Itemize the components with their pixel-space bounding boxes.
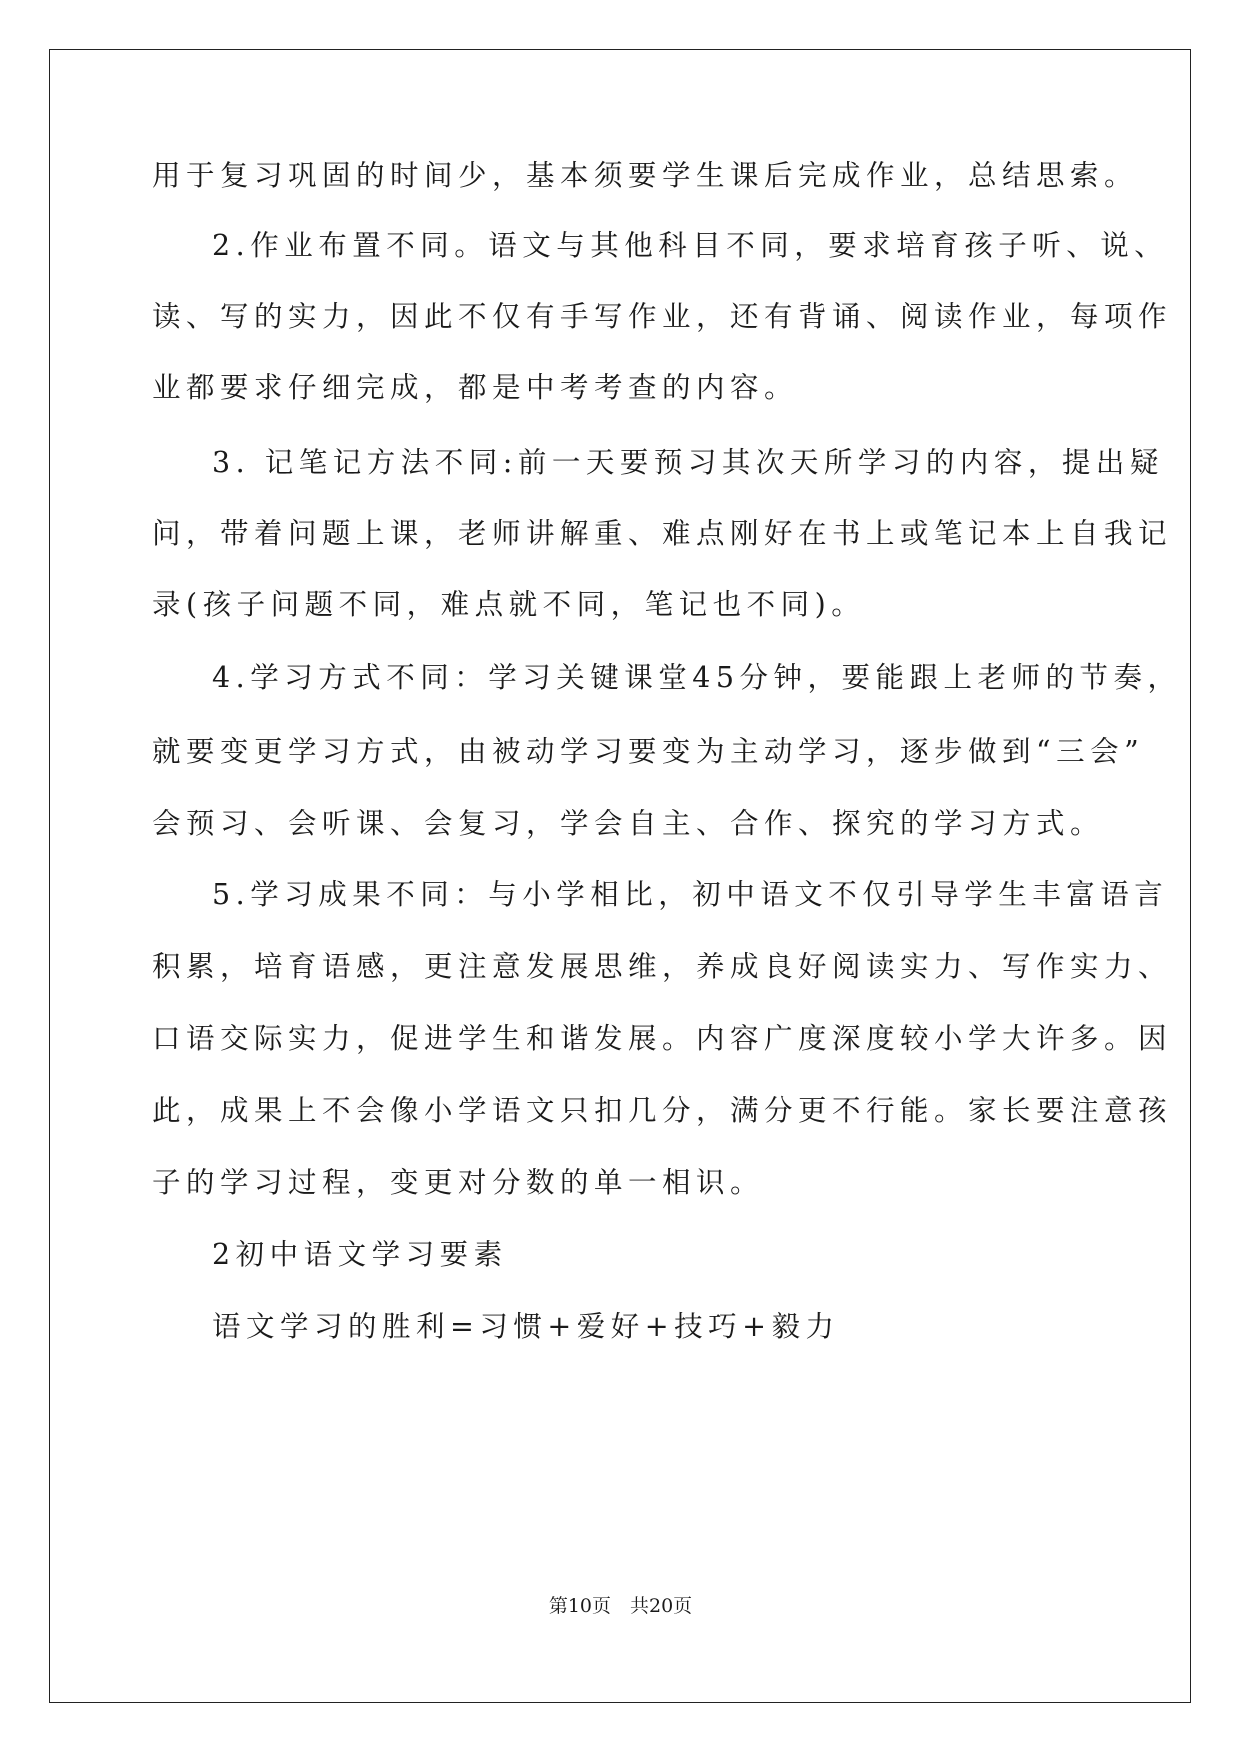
text-line: 子的学习过程，变更对分数的单一相识。 [152, 1166, 765, 1199]
text-line: 积累，培育语感，更注意发展思维，养成良好阅读实力、写作实力、 [152, 950, 1173, 983]
text-line: 3. 记笔记方法不同:前一天要预习其次天所学习的内容，提出疑 [212, 446, 1164, 479]
text-line: 语文学习的胜利=习惯+爱好+技巧+毅力 [212, 1310, 840, 1343]
text-line: 问，带着问题上课，老师讲解重、难点刚好在书上或笔记本上自我记 [152, 517, 1173, 550]
text-line: 业都要求仔细完成，都是中考考查的内容。 [152, 371, 799, 404]
text-line: 读、写的实力，因此不仅有手写作业，还有背诵、阅读作业，每项作 [152, 300, 1173, 333]
text-line: 此，成果上不会像小学语文只扣几分，满分更不行能。家长要注意孩 [152, 1094, 1173, 1127]
text-line: 会预习、会听课、会复习，学会自主、合作、探究的学习方式。 [152, 807, 1105, 840]
text-line: 口语交际实力，促进学生和谐发展。内容广度深度较小学大许多。因 [152, 1022, 1173, 1055]
text-line: 就要变更学习方式，由被动学习要变为主动学习，逐步做到“三会” [152, 735, 1145, 768]
text-line: 录(孩子问题不同，难点就不同，笔记也不同)。 [152, 588, 866, 621]
text-line: 2.作业布置不同。语文与其他科目不同，要求培育孩子听、说、 [212, 229, 1169, 262]
section-heading: 2初中语文学习要素 [212, 1238, 508, 1271]
page-number: 第10页 共20页 [548, 1595, 693, 1617]
text-line: 4.学习方式不同：学习关键课堂45分钟，要能跟上老师的节奏， [212, 661, 1182, 694]
text-line: 5.学习成果不同：与小学相比，初中语文不仅引导学生丰富语言 [212, 878, 1169, 911]
text-line: 用于复习巩固的时间少，基本须要学生课后完成作业，总结思索。 [152, 159, 1139, 192]
